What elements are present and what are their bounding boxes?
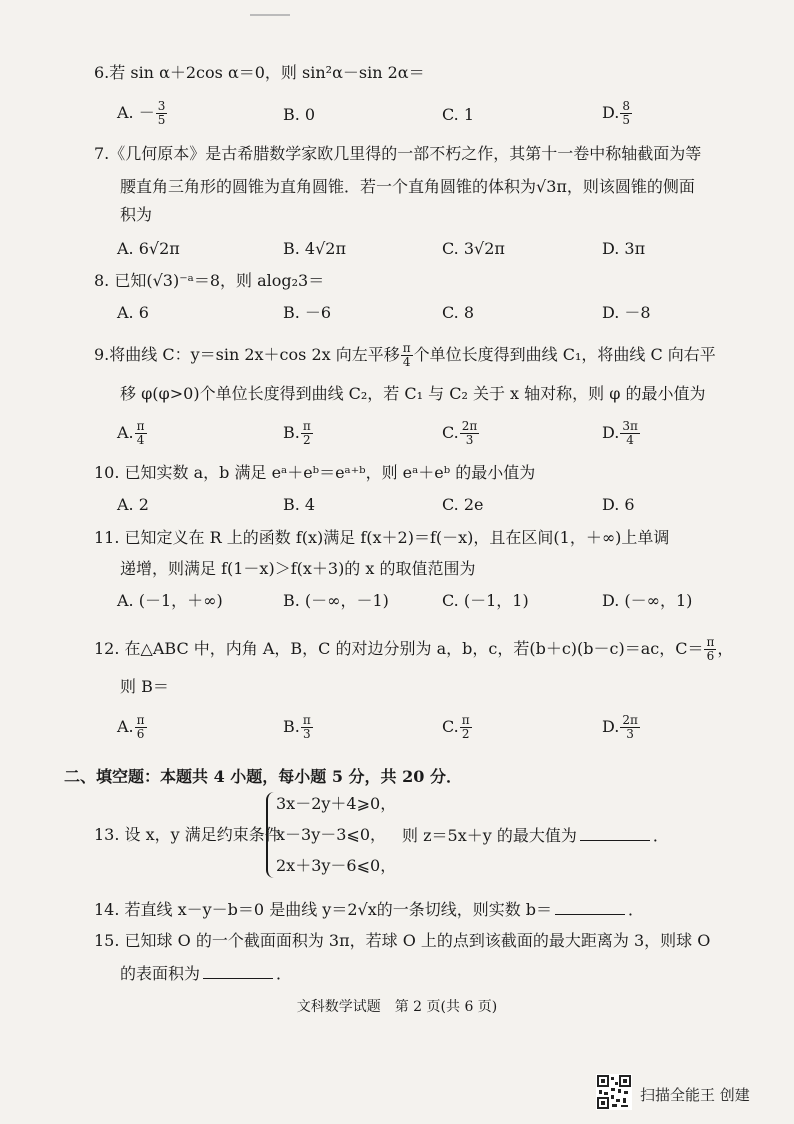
question-9-option-d: D. $\frac{3\pi}{4}$ [602,419,638,447]
question-10-option-b: B. 4 [283,495,316,514]
fraction: $\frac{3}{5}$ [157,99,166,127]
question-9-line-1: 9.将曲线 C：y＝sin 2x＋cos 2x 向左平移 $\frac{\pi}{4}$ 个单位长度得到曲线 C₁，将曲线 C 向右平 [94,341,716,369]
constraint-2: x－3y－3⩽0， [276,825,387,844]
fraction: $\frac{\pi}{6}$ [136,713,145,741]
question-15-line-2: 的表面积为 ． [120,964,293,983]
question-11-option-d: D. (－∞，1) [602,591,693,610]
fraction: $\frac{\pi}{4}$ [136,419,145,447]
question-10-option-d: D. 6 [602,495,635,514]
question-15-line-1: 15. 已知球 O 的一个截面面积为 3π，若球 O 上的点到该截面的最大距离为 3，则球 O [94,931,711,950]
question-7-option-a: A. 6√2π [117,239,180,258]
question-12-option-d: D. $\frac{2\pi}{3}$ [602,713,638,741]
question-11-option-a: A. (－1，＋∞) [117,591,223,610]
question-9-option-c: C. $\frac{2\pi}{3}$ [442,419,478,447]
question-11-option-b: B. (－∞，－1) [283,591,389,610]
question-6-option-c: C. 1 [442,105,475,124]
fraction: $\frac{3\pi}{4}$ [622,419,638,447]
question-12-option-c: C. $\frac{\pi}{2}$ [442,713,470,741]
answer-blank[interactable] [203,962,273,979]
fraction: $\frac{\pi}{2}$ [302,419,311,447]
question-6-option-b: B. 0 [283,105,316,124]
question-8-option-a: A. 6 [117,303,149,322]
question-14: 14. 若直线 x－y－b＝0 是曲线 y＝2√x的一条切线，则实数 b＝ ． [94,900,645,919]
question-9-option-a: A. $\frac{\pi}{4}$ [117,419,145,447]
question-6-stem: 6.若 sin α＋2cos α＝0，则 sin²α－sin 2α＝ [94,63,425,82]
fraction: $\frac{\pi}{3}$ [302,713,311,741]
question-11-line-1: 11. 已知定义在 R 上的函数 f(x)满足 f(x＋2)＝f(－x)，且在区间(1，＋∞)上单调 [94,528,670,547]
question-12-line-1: 12. 在△ABC 中，内角 A，B，C 的对边分别为 a，b，c，若(b＋c)(b－c)＝ac，C＝ $\frac{\pi}{6}$ ， [94,635,734,663]
question-7-line-2: 腰直角三角形的圆锥为直角圆锥．若一个直角圆锥的体积为√3π，则该圆锥的侧面 [120,177,695,196]
top-edge-mark [250,14,290,16]
constraint-3: 2x＋3y－6⩽0， [276,856,397,875]
question-11-option-c: C. (－1，1) [442,591,529,610]
fraction: $\frac{\pi}{2}$ [461,713,470,741]
question-7-option-b: B. 4√2π [283,239,346,258]
fraction: $\frac{2\pi}{3}$ [461,419,478,447]
question-13-prefix: 13. 设 x，y 满足约束条件 [94,825,281,844]
fraction: $\frac{2\pi}{3}$ [622,713,638,741]
question-9-option-b: B. $\frac{\pi}{2}$ [283,419,311,447]
fraction: $\frac{\pi}{6}$ [706,635,715,663]
question-6-option-d: D. $\frac{8}{5}$ [602,99,630,127]
answer-blank[interactable] [580,824,650,841]
question-12-line-2: 则 B＝ [120,677,169,696]
scanner-watermark: 扫描全能王 创建 [640,1086,750,1104]
constraint-1: 3x－2y＋4⩾0， [276,794,397,813]
page-footer: 文科数学试题 第 2 页(共 6 页) [296,999,498,1015]
fraction: $\frac{8}{5}$ [622,99,630,127]
qr-code-icon [596,1074,632,1110]
question-10-option-c: C. 2e [442,495,484,514]
section-heading-fill-in: 二、填空题：本题共 4 小题，每小题 5 分，共 20 分． [64,767,462,786]
question-13-suffix: 则 z＝5x＋y 的最大值为 ． [402,826,669,845]
question-10-stem: 10. 已知实数 a，b 满足 eᵃ＋eᵇ＝eᵃ⁺ᵇ，则 eᵃ＋eᵇ 的最小值为 [94,463,536,482]
question-8-option-b: B. －6 [283,303,332,322]
question-7-option-c: C. 3√2π [442,239,505,258]
question-6-option-a: A. － $\frac{3}{5}$ [117,99,166,127]
question-12-option-b: B. $\frac{\pi}{3}$ [283,713,311,741]
question-8-option-c: C. 8 [442,303,475,322]
question-9-line-2: 移 φ(φ>0)个单位长度得到曲线 C₂，若 C₁ 与 C₂ 关于 x 轴对称，则 φ 的最小值为 [120,384,706,403]
answer-blank[interactable] [555,898,625,915]
question-8-stem: 8. 已知(√3)⁻ᵃ＝8，则 alog₂3＝ [94,271,325,290]
question-12-option-a: A. $\frac{\pi}{6}$ [117,713,145,741]
fraction: $\frac{\pi}{4}$ [402,341,411,369]
question-10-option-a: A. 2 [117,495,149,514]
question-11-line-2: 递增，则满足 f(1－x)＞f(x＋3)的 x 的取值范围为 [120,559,476,578]
question-7-line-1: 7.《几何原本》是古希腊数学家欧几里得的一部不朽之作，其第十一卷中称轴截面为等 [94,144,702,163]
question-7-option-d: D. 3π [602,239,646,258]
question-7-line-3: 积为 [120,205,153,224]
question-8-option-d: D. －8 [602,303,651,322]
